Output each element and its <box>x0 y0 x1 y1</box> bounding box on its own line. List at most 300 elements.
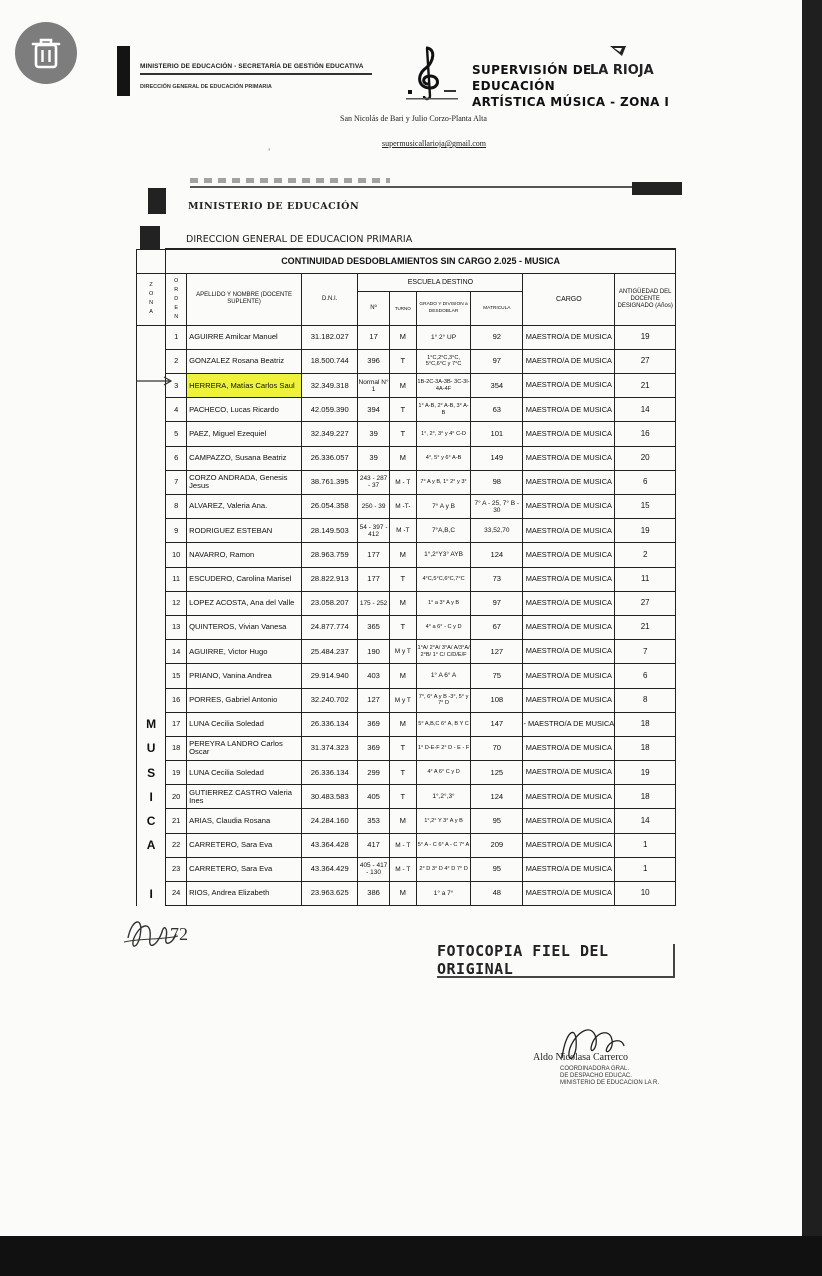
table-row <box>137 374 676 398</box>
antiguedad-cell: 7 <box>615 640 676 664</box>
dni-cell: 43.364.429 <box>302 857 358 881</box>
treble-clef-logo <box>404 44 460 104</box>
header-nombre: APELLIDO Y NOMBRE (DOCENTE SUPLENTE) <box>187 273 302 325</box>
signer-role-line-3: MINISTERIO DE EDUCACION LA R. <box>560 1080 660 1086</box>
matricula-cell: 33,52,70 <box>471 519 523 543</box>
cargo-cell: MAESTRO/A DE MUSICA <box>523 664 615 688</box>
table-row <box>137 857 676 881</box>
antiguedad-cell: 21 <box>615 615 676 639</box>
dni-cell: 24.877.774 <box>302 615 358 639</box>
zona-cell <box>137 857 166 881</box>
antiguedad-cell: 1 <box>615 857 676 881</box>
delete-button[interactable] <box>15 22 77 84</box>
zona-cell <box>137 446 166 470</box>
escuela-cell: 17 <box>358 325 389 349</box>
pointer-arrow <box>136 374 174 388</box>
escuela-cell: 175 - 252 <box>358 591 389 615</box>
turno-cell: M <box>389 543 416 567</box>
cargo-cell: MAESTRO/A DE MUSICA <box>523 761 615 785</box>
cargo-cell: MAESTRO/A DE MUSICA <box>523 446 615 470</box>
escuela-cell: 54 - 397 - 412 <box>358 519 389 543</box>
orden-cell: 9 <box>166 519 187 543</box>
cargo-cell: MAESTRO/A DE MUSICA <box>523 833 615 857</box>
cargo-cell: - MAESTRO/A DE MUSICA <box>523 712 615 736</box>
initials-signature <box>122 908 200 958</box>
antiguedad-cell: 18 <box>615 736 676 760</box>
orden-cell: 6 <box>166 446 187 470</box>
table-row <box>137 325 676 349</box>
cargo-cell: MAESTRO/A DE MUSICA <box>523 374 615 398</box>
escuela-cell: 405 <box>358 785 389 809</box>
cargo-cell: MAESTRO/A DE MUSICA <box>523 349 615 373</box>
direccion-block <box>140 226 160 250</box>
nombre-cell: PRIANO, Vanina Andrea <box>187 664 302 688</box>
orden-cell: 23 <box>166 857 187 881</box>
cargo-cell: MAESTRO/A DE MUSICA <box>523 519 615 543</box>
turno-cell: T <box>389 785 416 809</box>
table-row <box>137 640 676 664</box>
grado-cell: 7° A y B, 1° 2° y 3° <box>416 470 470 494</box>
zona-cell <box>137 349 166 373</box>
cargo-cell: MAESTRO/A DE MUSICA <box>523 688 615 712</box>
antiguedad-cell: 14 <box>615 398 676 422</box>
table-row <box>137 422 676 446</box>
dni-cell: 31.182.027 <box>302 325 358 349</box>
dni-cell: 26.336.134 <box>302 712 358 736</box>
matricula-cell: 95 <box>471 857 523 881</box>
table-row <box>137 543 676 567</box>
antiguedad-cell: 27 <box>615 349 676 373</box>
nombre-cell: RIOS, Andrea Elizabeth <box>187 882 302 906</box>
nombre-cell: QUINTEROS, Vivian Vanesa <box>187 615 302 639</box>
grado-cell: 1°,2°,3° <box>416 785 470 809</box>
grado-cell: 5° A,B,C 6° A, B Y C <box>416 712 470 736</box>
orden-cell: 16 <box>166 688 187 712</box>
nombre-cell: PEREYRA LANDRO Carlos Oscar <box>187 736 302 760</box>
matricula-cell: 95 <box>471 809 523 833</box>
orden-cell: 11 <box>166 567 187 591</box>
turno-cell: M - T <box>389 470 416 494</box>
escuela-cell: 417 <box>358 833 389 857</box>
nombre-cell: LUNA Cecilia Soledad <box>187 712 302 736</box>
grado-cell: 1° A-B, 2° A-B, 3° A-B <box>416 398 470 422</box>
zona-cell <box>137 398 166 422</box>
turno-cell: M y T <box>389 688 416 712</box>
matricula-cell: 92 <box>471 325 523 349</box>
zona-cell <box>137 591 166 615</box>
matricula-cell: 48 <box>471 882 523 906</box>
table-row <box>137 785 676 809</box>
header-escuela: ESCUELA DESTINO <box>358 273 523 291</box>
ministerio-heading: MINISTERIO DE EDUCACIÓN <box>188 201 360 212</box>
nombre-cell: CARRETERO, Sara Eva <box>187 857 302 881</box>
zona-cell <box>137 688 166 712</box>
grado-cell: 4° A 6° C y D <box>416 761 470 785</box>
zona-cell: U <box>137 736 166 760</box>
turno-cell: T <box>389 422 416 446</box>
teachers-table-wrap <box>136 248 676 906</box>
signer-role-line-2: DE DESPACHO EDUCAC. <box>560 1073 632 1079</box>
cargo-cell: MAESTRO/A DE MUSICA <box>523 809 615 833</box>
cargo-cell: MAESTRO/A DE MUSICA <box>523 591 615 615</box>
antiguedad-cell: 19 <box>615 519 676 543</box>
antiguedad-cell: 11 <box>615 567 676 591</box>
address-text: San Nicolás de Bari y Julio Corzo-Planta Alta <box>340 114 487 123</box>
matricula-cell: 7° A - 25, 7° B - 30 <box>471 495 523 519</box>
escuela-cell: 177 <box>358 543 389 567</box>
supervision-line-3: ARTÍSTICA MÚSICA - ZONA I <box>472 95 670 109</box>
letterhead-direction: DIRECCIÓN GENERAL DE EDUCACIÓN PRIMARIA <box>140 84 272 90</box>
grado-cell: 1° 2° UP <box>416 325 470 349</box>
turno-cell: T <box>389 761 416 785</box>
escuela-cell: 299 <box>358 761 389 785</box>
grado-cell: 1B-2C-3A-3B- 3C-3I-4A-4F <box>416 374 470 398</box>
dni-cell: 28.149.503 <box>302 519 358 543</box>
orden-cell: 5 <box>166 422 187 446</box>
antiguedad-cell: 19 <box>615 325 676 349</box>
trash-icon <box>31 37 61 69</box>
supervision-line-1: SUPERVISIÓN DE <box>472 63 592 77</box>
signer-role <box>560 1066 659 1087</box>
header-cargo: CARGO <box>523 273 615 325</box>
grado-cell: 1° D-E-F 2° D - E - F <box>416 736 470 760</box>
grado-cell: 5° A - C 6° A - C 7° A <box>416 833 470 857</box>
table-row <box>137 688 676 712</box>
grado-cell: 2° D 3° D 4° D 7° D <box>416 857 470 881</box>
escuela-cell: 190 <box>358 640 389 664</box>
matricula-cell: 108 <box>471 688 523 712</box>
dni-cell: 38.761.395 <box>302 470 358 494</box>
grado-cell: 7° A y B <box>416 495 470 519</box>
table-row <box>137 615 676 639</box>
table-row <box>137 567 676 591</box>
grado-cell: 1° a 3° A y B <box>416 591 470 615</box>
header-dni: D.N.I. <box>302 273 358 325</box>
orden-cell: 2 <box>166 349 187 373</box>
cargo-cell: MAESTRO/A DE MUSICA <box>523 398 615 422</box>
cargo-cell: MAESTRO/A DE MUSICA <box>523 325 615 349</box>
svg-text:LA RIOJA: LA RIOJA <box>590 63 654 78</box>
dni-cell: 23.963.625 <box>302 882 358 906</box>
matricula-cell: 98 <box>471 470 523 494</box>
escuela-cell: 403 <box>358 664 389 688</box>
header-orden: O R D E N <box>166 273 187 325</box>
dni-cell: 26.336.057 <box>302 446 358 470</box>
nombre-cell: LUNA Cecilia Soledad <box>187 761 302 785</box>
antiguedad-cell: 18 <box>615 785 676 809</box>
turno-cell: T <box>389 398 416 422</box>
nombre-cell: ESCUDERO, Carolina Marisel <box>187 567 302 591</box>
turno-cell: M <box>389 325 416 349</box>
matricula-cell: 70 <box>471 736 523 760</box>
orden-cell: 8 <box>166 495 187 519</box>
grado-cell: 1° A 6° A <box>416 664 470 688</box>
orden-cell: 13 <box>166 615 187 639</box>
table-row <box>137 591 676 615</box>
header-black-bar <box>632 182 682 195</box>
orden-cell: 19 <box>166 761 187 785</box>
cargo-cell: MAESTRO/A DE MUSICA <box>523 640 615 664</box>
dni-cell: 42.059.390 <box>302 398 358 422</box>
dni-cell: 23.058.207 <box>302 591 358 615</box>
cargo-cell: MAESTRO/A DE MUSICA <box>523 422 615 446</box>
zona-cell <box>137 664 166 688</box>
orden-cell: 3 <box>166 374 187 398</box>
dni-cell: 43.364.428 <box>302 833 358 857</box>
antiguedad-cell: 2 <box>615 543 676 567</box>
matricula-cell: 97 <box>471 591 523 615</box>
grado-cell: 4°C,5°C,6°C,7°C <box>416 567 470 591</box>
turno-cell: M <box>389 664 416 688</box>
turno-cell: M - T <box>389 857 416 881</box>
matricula-cell: 127 <box>471 640 523 664</box>
turno-cell: T <box>389 349 416 373</box>
dni-cell: 18.500.744 <box>302 349 358 373</box>
dni-cell: 31.374.323 <box>302 736 358 760</box>
grado-cell: 4° a 6° - C y D <box>416 615 470 639</box>
turno-cell: M -T <box>389 519 416 543</box>
escuela-cell: 250 - 39 <box>358 495 389 519</box>
cargo-cell: MAESTRO/A DE MUSICA <box>523 736 615 760</box>
escuela-cell: 353 <box>358 809 389 833</box>
dni-cell: 26.054.358 <box>302 495 358 519</box>
cargo-cell: MAESTRO/A DE MUSICA <box>523 785 615 809</box>
cargo-cell: MAESTRO/A DE MUSICA <box>523 615 615 639</box>
zona-cell <box>137 422 166 446</box>
zona-cell: A <box>137 833 166 857</box>
escuela-cell: 243 - 287 - 37 <box>358 470 389 494</box>
cargo-cell: MAESTRO/A DE MUSICA <box>523 567 615 591</box>
matricula-cell: 124 <box>471 785 523 809</box>
orden-cell: 17 <box>166 712 187 736</box>
dni-cell: 24.284.160 <box>302 809 358 833</box>
cargo-cell: MAESTRO/A DE MUSICA <box>523 470 615 494</box>
antiguedad-cell: 6 <box>615 470 676 494</box>
table-row <box>137 398 676 422</box>
matricula-cell: 149 <box>471 446 523 470</box>
table-row <box>137 809 676 833</box>
nombre-cell: GONZALEZ Rosana Beatriz <box>187 349 302 373</box>
nombre-cell: CORZO ANDRADA, Genesis Jesus <box>187 470 302 494</box>
escuela-cell: 177 <box>358 567 389 591</box>
orden-cell: 12 <box>166 591 187 615</box>
zona-cell <box>137 543 166 567</box>
matricula-cell: 101 <box>471 422 523 446</box>
turno-cell: T <box>389 736 416 760</box>
orden-cell: 24 <box>166 882 187 906</box>
antiguedad-cell: 15 <box>615 495 676 519</box>
antiguedad-cell: 18 <box>615 712 676 736</box>
dni-cell: 32.349.227 <box>302 422 358 446</box>
orden-cell: 18 <box>166 736 187 760</box>
grado-cell: 7°, 6° A y B -3°, 5° y 7° D <box>416 688 470 712</box>
letterhead-ministry: MINISTERIO DE EDUCACIÓN - SECRETARÍA DE GESTIÓN EDUCATIVA <box>140 63 364 70</box>
orden-cell: 21 <box>166 809 187 833</box>
signer-role-line-1: COORDINADORA GRAL. <box>560 1066 630 1072</box>
scan-noise <box>190 178 390 183</box>
escuela-cell: 369 <box>358 736 389 760</box>
email-link[interactable]: supermusicallarioja@gmail.com <box>382 139 487 148</box>
dni-cell: 26.336.134 <box>302 761 358 785</box>
escuela-cell: 39 <box>358 422 389 446</box>
letterhead-bar <box>117 46 130 96</box>
orden-cell: 10 <box>166 543 187 567</box>
zona-cell: C <box>137 809 166 833</box>
table-row <box>137 495 676 519</box>
escuela-cell: 39 <box>358 446 389 470</box>
letterhead-rule <box>140 73 372 75</box>
nombre-cell: CAMPAZZO, Susana Beatriz <box>187 446 302 470</box>
government-logo <box>590 42 660 80</box>
turno-cell: M -T- <box>389 495 416 519</box>
table-title: CONTINUIDAD DESDOBLAMIENTOS SIN CARGO 2.025 - MUSICA <box>166 249 676 273</box>
teachers-table <box>136 248 676 906</box>
table-row <box>137 349 676 373</box>
grado-cell: 1°A/ 2°A/ 3°A/ A/3°A/ 2°B/ 1° C/ C/D/E/F <box>416 640 470 664</box>
zona-cell: I <box>137 882 166 906</box>
table-row <box>137 664 676 688</box>
matricula-cell: 147 <box>471 712 523 736</box>
escuela-cell: 405 - 417 - 130 <box>358 857 389 881</box>
nombre-cell: AGUIRRE Amilcar Manuel <box>187 325 302 349</box>
certified-copy-stamp: FOTOCOPIA FIEL DEL ORIGINAL <box>437 944 675 978</box>
nombre-cell: HERRERA, Matías Carlos Saul <box>187 374 302 398</box>
dni-cell: 28.963.759 <box>302 543 358 567</box>
matricula-cell: 354 <box>471 374 523 398</box>
antiguedad-cell: 21 <box>615 374 676 398</box>
header-antiguedad: ANTIGÜEDAD DEL DOCENTE DESIGNADO (Años) <box>615 273 676 325</box>
zona-cell <box>137 567 166 591</box>
turno-cell: T <box>389 615 416 639</box>
bottom-bar <box>0 1236 822 1276</box>
zona-cell <box>137 495 166 519</box>
supervision-line-2: EDUCACIÓN <box>472 79 556 93</box>
header-zona: Z O N A <box>137 273 166 325</box>
ministerio-rule <box>190 186 680 188</box>
antiguedad-cell: 19 <box>615 761 676 785</box>
escuela-cell: 369 <box>358 712 389 736</box>
matricula-cell: 125 <box>471 761 523 785</box>
antiguedad-cell: 14 <box>615 809 676 833</box>
dni-cell: 25.484.237 <box>302 640 358 664</box>
nombre-cell: PAEZ, Miguel Ezequiel <box>187 422 302 446</box>
table-row <box>137 712 676 736</box>
cargo-cell: MAESTRO/A DE MUSICA <box>523 495 615 519</box>
antiguedad-cell: 16 <box>615 422 676 446</box>
zona-cell <box>137 470 166 494</box>
nombre-cell: AGUIRRE, Victor Hugo <box>187 640 302 664</box>
grado-cell: 1°C,2°C,3°C, 5°C,6°C y 7°C <box>416 349 470 373</box>
ministerio-block <box>148 188 166 214</box>
scan-mark: ʼ <box>268 148 271 159</box>
nombre-cell: PACHECO, Lucas Ricardo <box>187 398 302 422</box>
escuela-cell: 386 <box>358 882 389 906</box>
orden-cell: 1 <box>166 325 187 349</box>
table-body <box>137 325 676 906</box>
nombre-cell: CARRETERO, Sara Eva <box>187 833 302 857</box>
direccion-heading: DIRECCION GENERAL DE EDUCACION PRIMARIA <box>186 234 413 245</box>
zona-cell <box>137 640 166 664</box>
nombre-cell: ALVAREZ, Valeria Ana. <box>187 495 302 519</box>
signer-name: Aldo Nicolasa Carrerco <box>533 1052 628 1063</box>
turno-cell: T <box>389 567 416 591</box>
zona-cell <box>137 615 166 639</box>
table-row <box>137 446 676 470</box>
zona-cell <box>137 325 166 349</box>
antiguedad-cell: 20 <box>615 446 676 470</box>
table-row <box>137 470 676 494</box>
orden-cell: 7 <box>166 470 187 494</box>
nombre-cell: PORRES, Gabriel Antonio <box>187 688 302 712</box>
zona-cell: S <box>137 761 166 785</box>
escuela-cell: 394 <box>358 398 389 422</box>
antiguedad-cell: 6 <box>615 664 676 688</box>
dni-cell: 32.240.702 <box>302 688 358 712</box>
turno-cell: M - T <box>389 833 416 857</box>
nombre-cell: LOPEZ ACOSTA, Ana del Valle <box>187 591 302 615</box>
cargo-cell: MAESTRO/A DE MUSICA <box>523 543 615 567</box>
page-number: 72 <box>170 924 188 944</box>
turno-cell: M <box>389 809 416 833</box>
matricula-cell: 124 <box>471 543 523 567</box>
orden-cell: 20 <box>166 785 187 809</box>
dni-cell: 30.483.583 <box>302 785 358 809</box>
header-grado: GRADO Y DIVISION a DESDOBLAR <box>416 291 470 325</box>
antiguedad-cell: 27 <box>615 591 676 615</box>
matricula-cell: 73 <box>471 567 523 591</box>
turno-cell: M <box>389 446 416 470</box>
turno-cell: M <box>389 591 416 615</box>
nombre-cell: NAVARRO, Ramon <box>187 543 302 567</box>
escuela-cell: 365 <box>358 615 389 639</box>
cargo-cell: MAESTRO/A DE MUSICA <box>523 857 615 881</box>
header-turno: TURNO <box>389 291 416 325</box>
zona-cell: I <box>137 785 166 809</box>
orden-cell: 15 <box>166 664 187 688</box>
antiguedad-cell: 8 <box>615 688 676 712</box>
turno-cell: M <box>389 882 416 906</box>
dni-cell: 32.349.318 <box>302 374 358 398</box>
matricula-cell: 75 <box>471 664 523 688</box>
zona-cell: M <box>137 712 166 736</box>
orden-cell: 4 <box>166 398 187 422</box>
nombre-cell: RODRIGUEZ ESTEBAN <box>187 519 302 543</box>
grado-cell: 4°, 5° y 6° A-B <box>416 446 470 470</box>
grado-cell: 1° a 7° <box>416 882 470 906</box>
header-matricula: MATRICULA <box>471 291 523 325</box>
grado-cell: 1°,2°Y3° AYB <box>416 543 470 567</box>
nombre-cell: ARIAS, Claudia Rosana <box>187 809 302 833</box>
matricula-cell: 63 <box>471 398 523 422</box>
dni-cell: 29.914.940 <box>302 664 358 688</box>
table-row <box>137 882 676 906</box>
table-row <box>137 833 676 857</box>
antiguedad-cell: 1 <box>615 833 676 857</box>
antiguedad-cell: 10 <box>615 882 676 906</box>
matricula-cell: 209 <box>471 833 523 857</box>
header-nro: Nº <box>358 291 389 325</box>
turno-cell: M <box>389 712 416 736</box>
escuela-cell: 396 <box>358 349 389 373</box>
turno-cell: M <box>389 374 416 398</box>
turno-cell: M y T <box>389 640 416 664</box>
escuela-cell: 127 <box>358 688 389 712</box>
grado-cell: 7°A,B,C <box>416 519 470 543</box>
matricula-cell: 97 <box>471 349 523 373</box>
matricula-cell: 67 <box>471 615 523 639</box>
nombre-cell: GUTIERREZ CASTRO Valeria Ines <box>187 785 302 809</box>
grado-cell: 1°,2° Y 3° A y B <box>416 809 470 833</box>
